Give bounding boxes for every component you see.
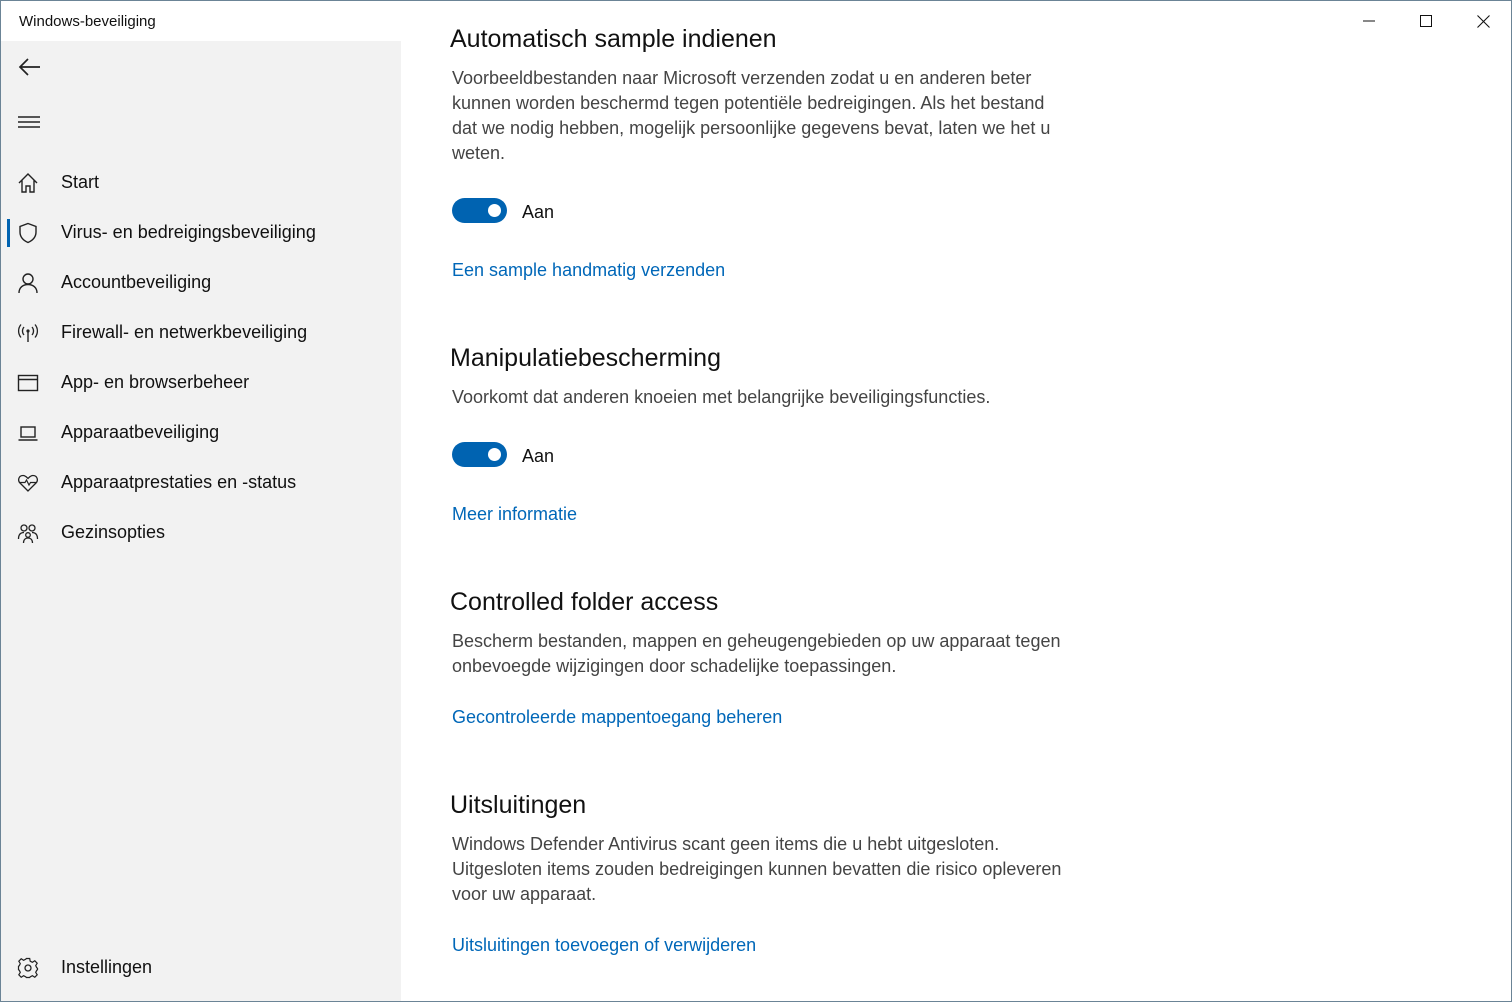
sample-submission-title: Automatisch sample indienen xyxy=(450,25,777,53)
toggle-knob xyxy=(488,204,501,217)
sidebar-item-label: Firewall- en netwerkbeveiliging xyxy=(61,322,308,342)
family-icon xyxy=(17,522,39,544)
hamburger-icon xyxy=(18,114,40,130)
sidebar-item-device-security[interactable] xyxy=(1,410,401,456)
close-icon xyxy=(1477,15,1490,28)
sidebar-item-family[interactable] xyxy=(1,510,401,556)
laptop-icon xyxy=(17,422,39,444)
minimize-button[interactable] xyxy=(1341,1,1397,41)
sidebar-item-label: App- en browserbeheer xyxy=(61,372,250,392)
back-button[interactable] xyxy=(9,47,49,87)
sample-submission-toggle-label: Aan xyxy=(522,202,555,222)
tamper-protection-description: Voorkomt dat anderen knoeien met belangrijke beveiligingsfuncties. xyxy=(452,387,991,407)
maximize-icon xyxy=(1420,15,1432,27)
close-button[interactable] xyxy=(1455,1,1511,41)
exclusions-title: Uitsluitingen xyxy=(450,791,587,819)
back-arrow-icon xyxy=(17,57,41,77)
sidebar-item-label: Gezinsopties xyxy=(61,522,166,542)
add-remove-exclusions-link[interactable]: Uitsluitingen toevoegen of verwijderen xyxy=(452,935,757,955)
active-indicator xyxy=(7,219,10,247)
minimize-icon xyxy=(1363,15,1375,27)
sidebar-item-label: Apparaatprestaties en -status xyxy=(61,472,297,492)
sidebar-item-virus-protection[interactable] xyxy=(1,210,401,256)
heart-pulse-icon xyxy=(17,472,39,494)
sidebar-item-label: Virus- en bedreigingsbeveiliging xyxy=(61,222,316,242)
window-title: Windows-beveiliging xyxy=(19,13,156,30)
controlled-folder-access-title: Controlled folder access xyxy=(450,588,719,616)
manage-controlled-folder-access-link[interactable]: Gecontroleerde mappentoegang beheren xyxy=(452,707,783,727)
submit-sample-manually-link[interactable]: Een sample handmatig verzenden xyxy=(452,260,726,280)
tamper-protection-toggle-label: Aan xyxy=(522,446,555,466)
sidebar-item-account[interactable] xyxy=(1,260,401,306)
settings-label: Instellingen xyxy=(61,957,153,977)
sidebar-item-label: Apparaatbeveiliging xyxy=(61,422,220,442)
gear-icon xyxy=(17,957,39,979)
sidebar-item-start[interactable] xyxy=(1,160,401,206)
tamper-protection-title: Manipulatiebescherming xyxy=(450,344,721,372)
sample-submission-toggle[interactable] xyxy=(452,198,507,223)
sidebar xyxy=(1,41,401,1001)
more-information-link[interactable]: Meer informatie xyxy=(452,504,578,524)
main-content xyxy=(401,25,1511,1001)
shield-icon xyxy=(17,222,39,244)
person-icon xyxy=(17,272,39,294)
maximize-button[interactable] xyxy=(1398,1,1454,41)
controlled-folder-access-description: Bescherm bestanden, mappen en geheugengebieden op uw apparaat tegen onbevoegde wijzigingen door schadelijke toepassingen. xyxy=(452,631,1061,676)
antenna-icon xyxy=(17,322,39,344)
home-icon xyxy=(17,172,39,194)
sidebar-item-label: Start xyxy=(61,172,100,192)
sidebar-item-settings[interactable] xyxy=(1,945,401,991)
toggle-knob xyxy=(488,448,501,461)
window-icon xyxy=(17,372,39,394)
tamper-protection-toggle[interactable] xyxy=(452,442,507,467)
sidebar-item-device-health[interactable] xyxy=(1,460,401,506)
sidebar-item-label: Accountbeveiliging xyxy=(61,272,212,292)
exclusions-description: Windows Defender Antivirus scant geen items die u hebt uitgesloten. Uitgesloten items zouden bedreigingen kunnen bevatten die risico opleveren voor uw apparaat. xyxy=(452,834,1062,904)
menu-button[interactable] xyxy=(9,102,49,142)
sidebar-item-app-browser[interactable] xyxy=(1,360,401,406)
sidebar-item-firewall[interactable] xyxy=(1,310,401,356)
sample-submission-description: Voorbeeldbestanden naar Microsoft verzenden zodat u en anderen beter kunnen worden beschermd tegen potentiële bedreigingen. Als het bestand dat we nodig hebben, mogelijk persoonlijke gegevens bevat, laten we het u weten. xyxy=(452,68,1051,163)
